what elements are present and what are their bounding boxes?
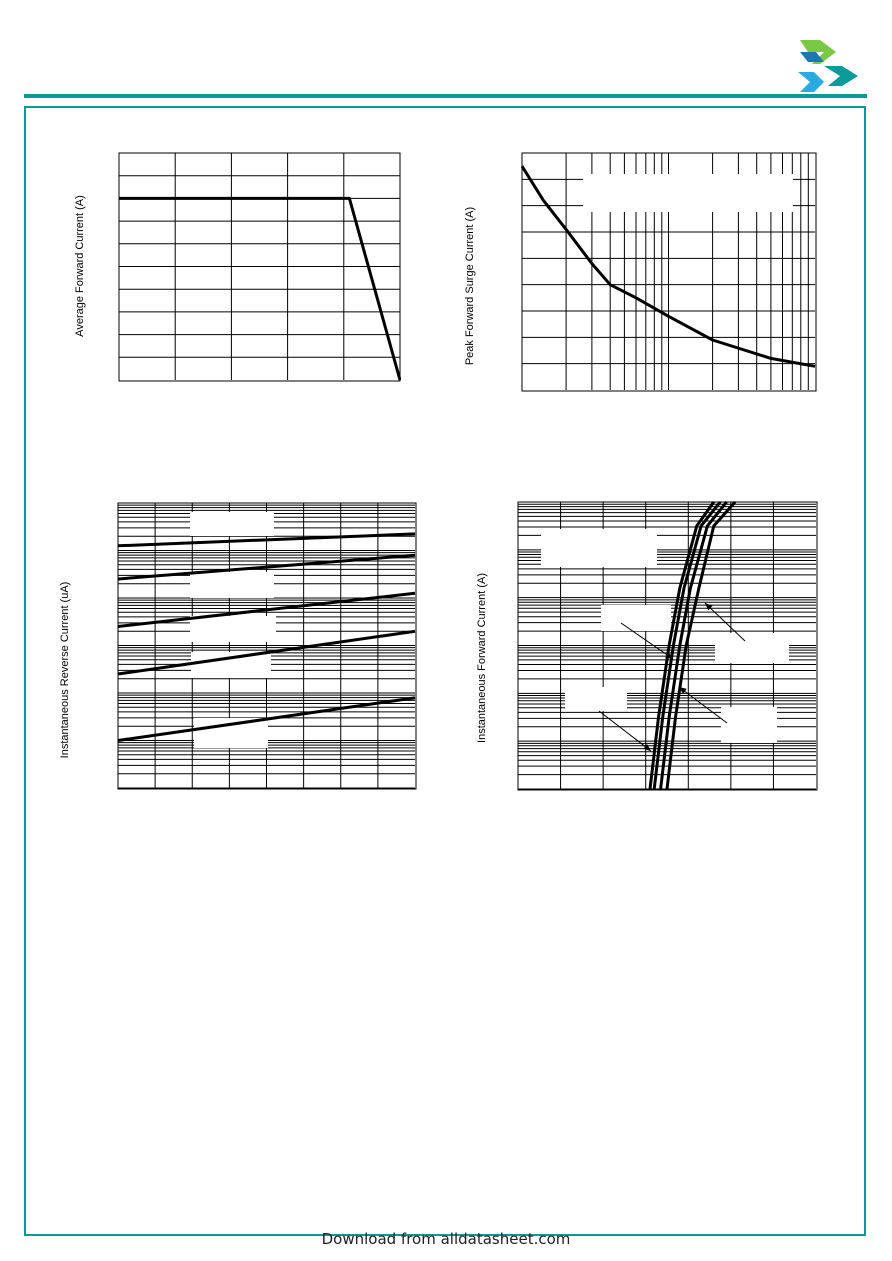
chart2-ylabel: Peak Forward Surge Current (A) bbox=[464, 206, 476, 366]
label-mask bbox=[565, 687, 627, 711]
label-mask bbox=[191, 652, 271, 678]
chart3-ylabel: Instantaneous Reverse Current (uA) bbox=[59, 581, 71, 759]
logo-chevron-left bbox=[798, 72, 824, 92]
label-mask bbox=[190, 572, 274, 598]
chart-instantaneous-forward-current bbox=[517, 501, 818, 791]
chart1-ylabel: Average Forward Current (A) bbox=[74, 195, 86, 337]
chart4-ylabel: Instantaneous Forward Current (A) bbox=[476, 573, 488, 743]
label-mask bbox=[194, 718, 268, 748]
chart-peak-forward-surge-current bbox=[521, 152, 817, 392]
logo-chevron-right bbox=[824, 66, 858, 86]
footer-download-text: Download from alldatasheet.com bbox=[321, 1230, 571, 1248]
company-logo bbox=[796, 38, 860, 94]
label-mask bbox=[721, 707, 777, 743]
label-mask bbox=[583, 174, 793, 212]
label-mask bbox=[190, 616, 276, 642]
chart-instantaneous-reverse-current bbox=[117, 502, 417, 790]
label-mask bbox=[190, 512, 274, 536]
chart-average-forward-current bbox=[118, 152, 401, 382]
label-mask bbox=[541, 529, 657, 567]
label-mask bbox=[715, 633, 789, 663]
header-rule bbox=[24, 94, 867, 98]
label-mask bbox=[601, 605, 671, 631]
